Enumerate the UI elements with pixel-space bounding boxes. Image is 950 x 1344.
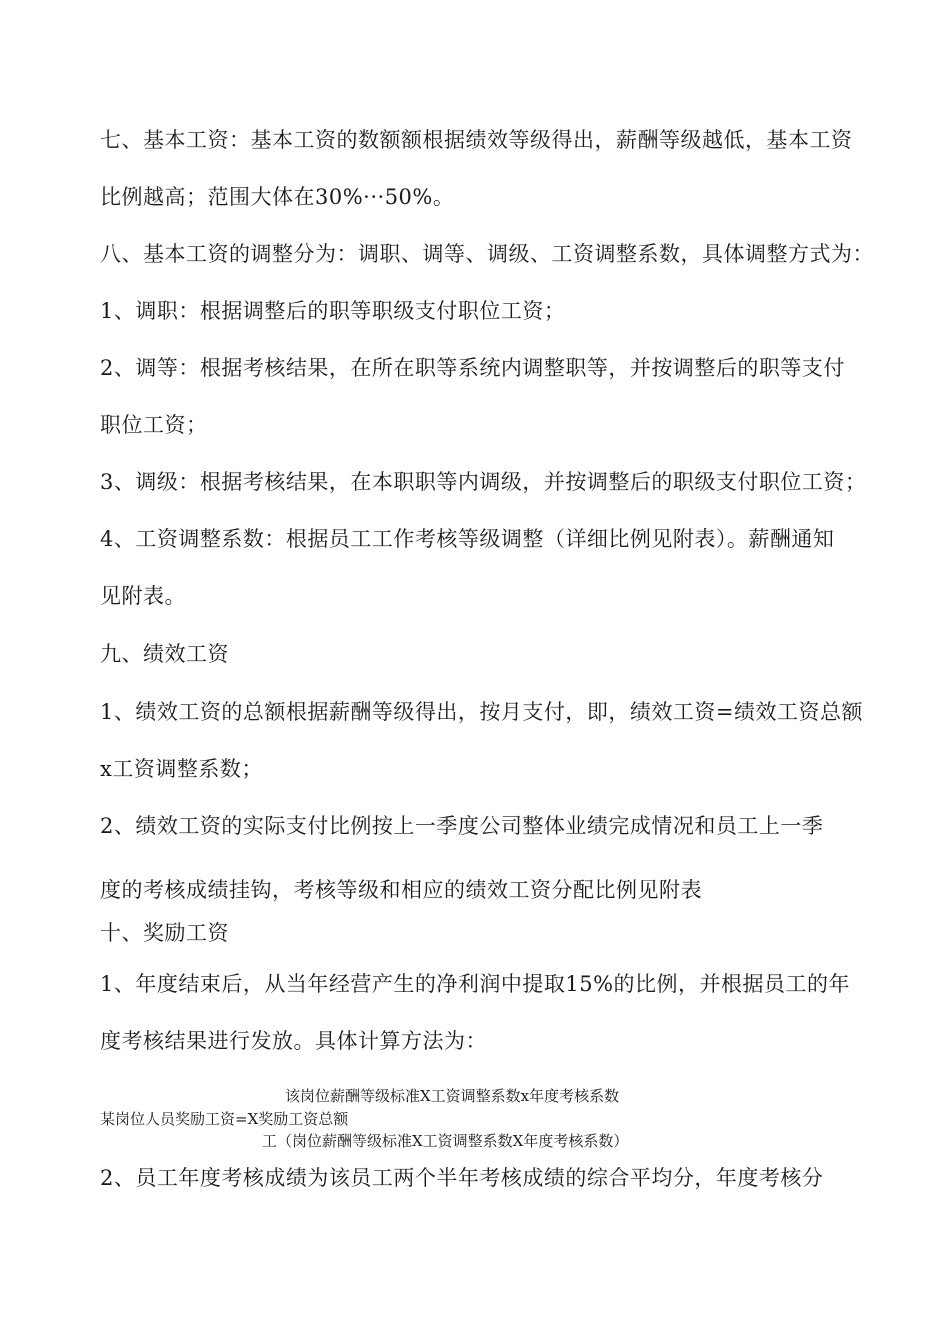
paragraph-line: 1、绩效工资的总额根据薪酬等级得出，按月支付，即，绩效工资=绩效工资总额 bbox=[100, 700, 863, 724]
formula-numerator: 该岗位薪酬等级标准X工资调整系数x年度考核系数 bbox=[285, 1087, 620, 1105]
paragraph-line: 2、员工年度考核成绩为该员工两个半年考核成绩的综合平均分，年度考核分 bbox=[100, 1166, 824, 1190]
paragraph-line: 2、绩效工资的实际支付比例按上一季度公司整体业绩完成情况和员工上一季 bbox=[100, 814, 824, 838]
formula-lhs: 某岗位人员奖励工资=X奖励工资总额 bbox=[100, 1110, 349, 1128]
paragraph-line: 见附表。 bbox=[100, 584, 186, 608]
section-heading: 九、绩效工资 bbox=[100, 642, 229, 666]
paragraph-line: 度的考核成绩挂钩，考核等级和相应的绩效工资分配比例见附表 bbox=[100, 878, 702, 902]
paragraph-line: 4、工资调整系数：根据员工工作考核等级调整（详细比例见附表）。薪酬通知 bbox=[100, 527, 835, 551]
paragraph-line: 3、调级：根据考核结果，在本职职等内调级，并按调整后的职级支付职位工资； bbox=[100, 470, 867, 494]
paragraph-line: x工资调整系数； bbox=[100, 757, 263, 781]
paragraph-line: 1、调职：根据调整后的职等职级支付职位工资； bbox=[100, 299, 566, 323]
paragraph-line: 1、年度结束后，从当年经营产生的净利润中提取15%的比例，并根据员工的年 bbox=[100, 972, 851, 996]
paragraph-line: 职位工资； bbox=[100, 413, 208, 437]
paragraph-line: 比例越高；范围大体在30%···50%。 bbox=[100, 185, 455, 209]
section-heading: 十、奖励工资 bbox=[100, 921, 229, 945]
paragraph-line: 七、基本工资：基本工资的数额额根据绩效等级得出，薪酬等级越低，基本工资 bbox=[100, 128, 853, 152]
formula-denominator: 工（岗位薪酬等级标准X工资调整系数X年度考核系数） bbox=[262, 1132, 629, 1150]
paragraph-line: 2、调等：根据考核结果，在所在职等系统内调整职等，并按调整后的职等支付 bbox=[100, 356, 845, 380]
paragraph-line: 八、基本工资的调整分为：调职、调等、调级、工资调整系数，具体调整方式为： bbox=[100, 242, 874, 266]
paragraph-line: 度考核结果进行发放。具体计算方法为： bbox=[100, 1029, 487, 1053]
